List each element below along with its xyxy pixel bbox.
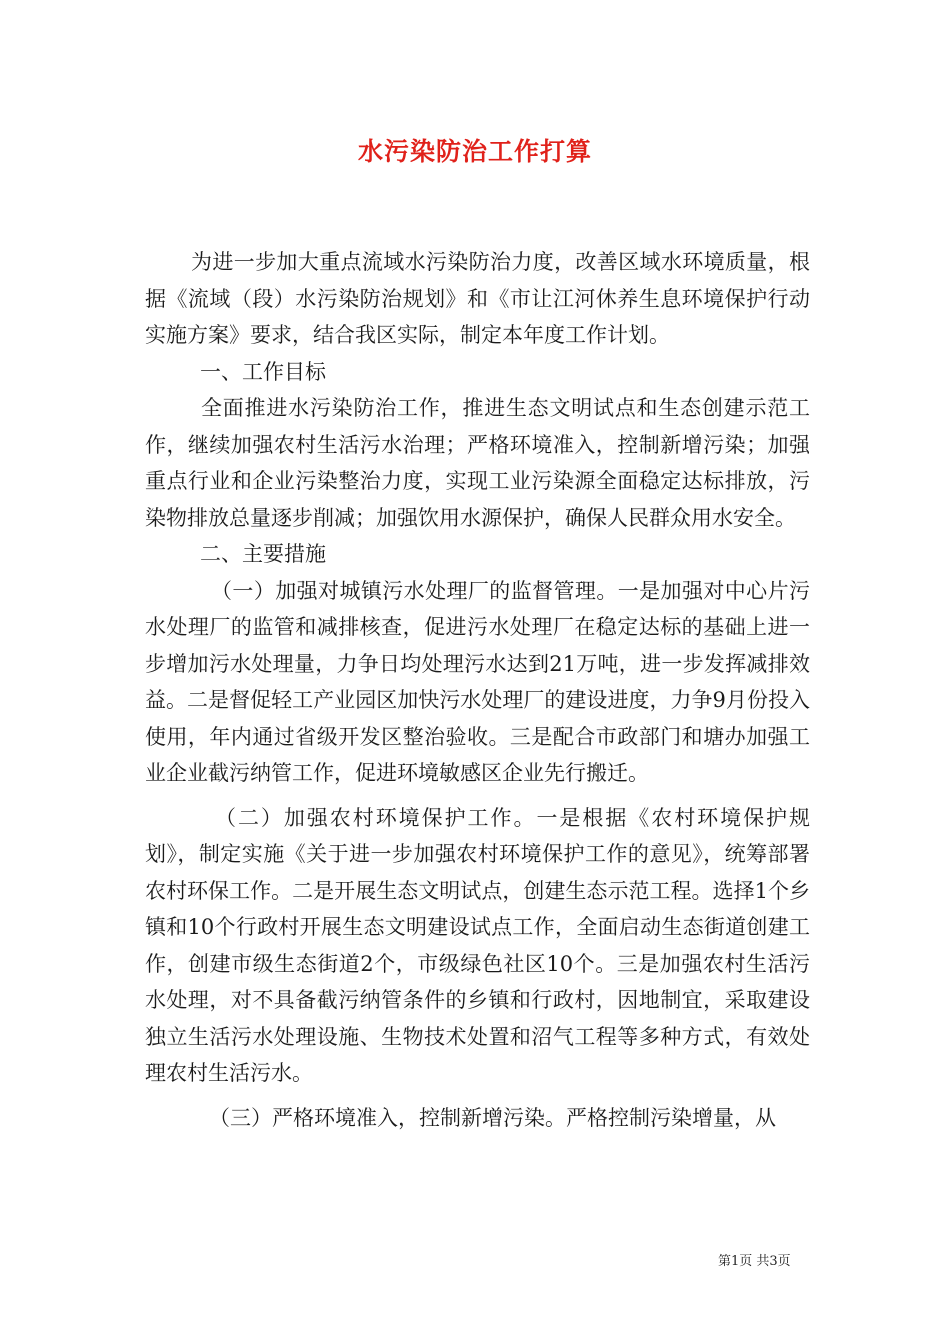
section-heading-measures: 二、主要措施 bbox=[200, 542, 326, 566]
intro-paragraph: 为进一步加大重点流域水污染防治力度，改善区域水环境质量，根据《流域（段）水污染防治规划》和《市让江河休养生息环境保护行动实施方案》要求，结合我区实际，制定本年度工作计划。 bbox=[145, 250, 810, 347]
measure-paragraph-3: （三）严格环境准入，控制新增污染。严格控制污染增量，从 bbox=[209, 1105, 776, 1130]
document-title: 水污染防治工作打算 bbox=[357, 137, 592, 166]
goals-paragraph: 全面推进水污染防治工作，推进生态文明试点和生态创建示范工作，继续加强农村生活污水治理；严格环境准入，控制新增污染；加强重点行业和企业污染整治力度，实现工业污染源全面稳定达标排放，污染物排放总量逐步削减；加强饮用水源保护，确保人民群众用水安全。 bbox=[145, 396, 810, 530]
document-body bbox=[145, 244, 810, 1136]
section-heading-goals: 一、工作目标 bbox=[200, 359, 326, 384]
measure-paragraph-2: （二）加强农村环境保护工作。一是根据《农村环境保护规划》，制定实施《关于进一步加强农村环境保护工作的意见》，统筹部署农村环保工作。二是开展生态文明试点，创建生态示范工程。选择1个乡镇和10个行政村开展生态文明建设试点工作，全面启动生态街道创建工作，创建市级生态街道2个，市级绿色社区10个。三是加强农村生活污水处理，对不具备截污纳管条件的乡镇和行政村，因地制宜，采取建设独立生活污水处理设施、生物技术处置和沼气工程等多种方式，有效处理农村生活污水。 bbox=[145, 805, 810, 1085]
page-number-footer: 第1页 共3页 bbox=[718, 1254, 791, 1269]
measure-paragraph-1: （一）加强对城镇污水处理厂的监督管理。一是加强对中心片污水处理厂的监管和减排核查，促进污水处理厂在稳定达标的基础上进一步增加污水处理量，力争日均处理污水达到21万吨，进一步发挥减排效益。二是督促轻工产业园区加快污水处理厂的建设进度，力争9月份投入使用，年内通过省级开发区整治验收。三是配合市政部门和塘办加强工业企业截污纳管工作，促进环境敏感区企业先行搬迁。 bbox=[145, 578, 810, 785]
